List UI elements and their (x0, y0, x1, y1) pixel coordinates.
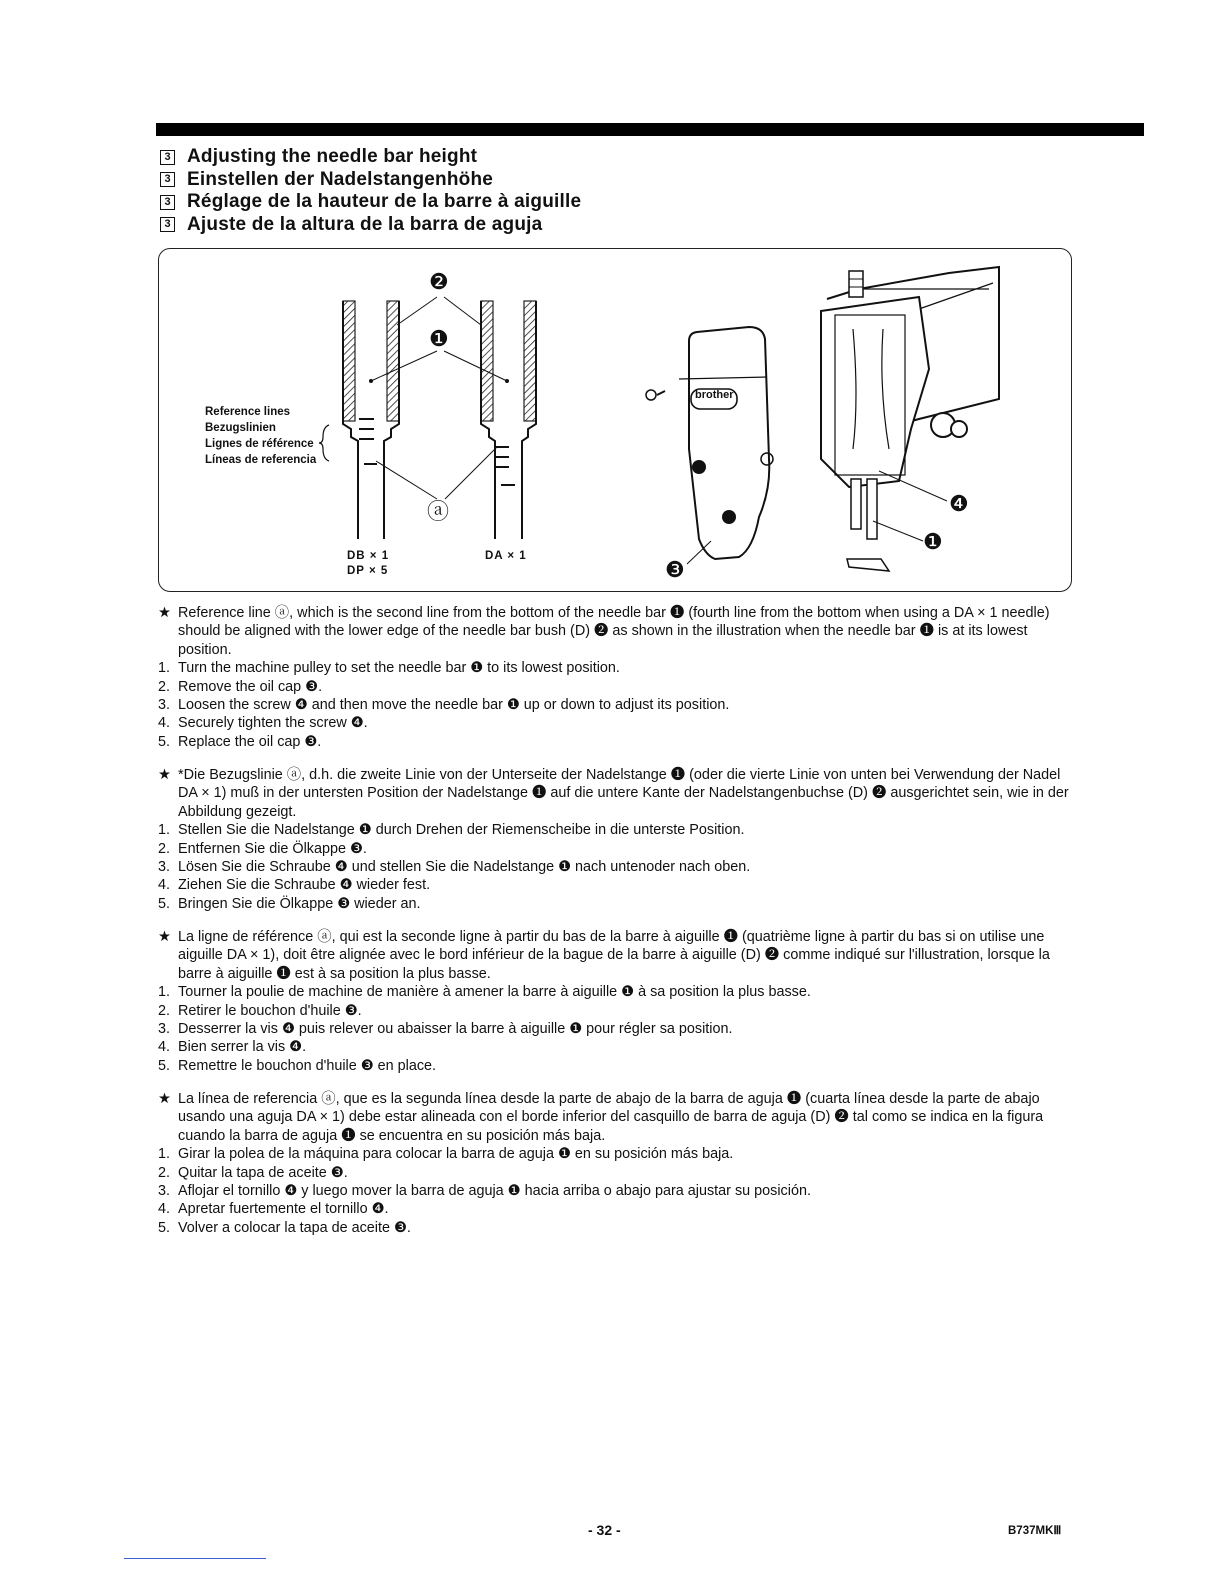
step: 1. Stellen Sie die Nadelstange ❶ durch Drehen der Riemenscheibe in die unterste Position. (158, 822, 745, 839)
star-note: ★ La línea de referencia ⓐ, que es la segunda línea desde la parte de abajo de la barra de aguja ❶ (cuarta línea desde la parte de abajo usando una aguja DA × 1) debe estar alineada con el borde inferior del casquillo de barra de aguja (D) ❷ tal como se indica en la figura cuando la barra de aguja ❶ se encuentra en su posición más baja. (158, 1091, 1044, 1144)
section-spanish (158, 1090, 1078, 1237)
step: 2. Quitar la tapa de aceite ❸. (158, 1164, 348, 1181)
step: 3. Loosen the screw ❹ and then move the needle bar ❶ up or down to adjust its position. (158, 697, 730, 714)
step: 4. Ziehen Sie die Schraube ❹ wieder fest. (158, 877, 431, 894)
document-code: B737MKⅢ (1008, 1525, 1062, 1537)
step: 2. Remove the oil cap ❸. (158, 678, 323, 695)
section-number-box: 3 (160, 217, 175, 232)
star-icon: ★ (158, 929, 171, 945)
step: 4. Apretar fuertemente el tornillo ❹. (158, 1201, 389, 1218)
section-german (158, 766, 1078, 913)
footer-divider (124, 1558, 266, 1559)
reference-lines-labels (205, 404, 316, 468)
title-es (160, 214, 581, 237)
star-icon: ★ (158, 605, 171, 621)
reference-a-symbol: ⓐ (427, 499, 450, 524)
section-number-box: 3 (160, 172, 175, 187)
ref-label-en: Reference lines (205, 406, 291, 418)
title-fr (160, 191, 581, 214)
machine-head-drawing (821, 267, 999, 571)
title-de (160, 169, 581, 192)
section-number-box: 3 (160, 150, 175, 165)
step: 2. Retirer le bouchon d'huile ❸. (158, 1002, 362, 1019)
section-number-box: 3 (160, 195, 175, 210)
section-french (158, 928, 1078, 1075)
step: 4. Bien serrer la vis ❹. (158, 1039, 307, 1056)
ref-label-es: Líneas de referencia (205, 454, 317, 466)
step: 1. Girar la polea de la máquina para colocar la barra de aguja ❶ en su posición más baja. (158, 1146, 734, 1163)
step: 5. Replace the oil cap ❸. (158, 733, 322, 750)
oil-cap-brand-logo: brother (695, 389, 734, 401)
star-note: ★ La ligne de référence ⓐ, qui est la seconde ligne à partir du bas de la barre à aiguille ❶ (quatrième ligne à partir du bas si on utilise une aiguille DA × 1), doit être alignée avec le bord inférieur de la bague de la barre à aiguille (D) ❷ comme indiqué sur l'illustration, lorsque la barre à aiguille ❶ est à sa position la plus basse. (158, 929, 1050, 982)
section-titles (160, 146, 581, 236)
step: 2. Entfernen Sie die Ölkappe ❸. (158, 840, 367, 857)
star-note: ★ Reference line ⓐ, which is the second line from the bottom of the needle bar ❶ (fourth line from the bottom when using a DA × 1 needle) should be aligned with the lower edge of the needle bar bush (D) ❷ as shown in the illustration when the needle bar ❶ is at its lowest position. (158, 605, 1050, 658)
callout-1b: ❶ (923, 529, 943, 554)
top-rule (156, 123, 1144, 136)
step: 1. Tourner la poulie de machine de manière à amener la barre à aiguille ❶ à sa position la plus basse. (158, 984, 811, 1001)
callout-2: ❷ (429, 269, 449, 294)
title-text: Adjusting the needle bar height (187, 146, 478, 168)
illustration-box (158, 248, 1072, 592)
step: 3. Lösen Sie die Schraube ❹ und stellen Sie die Nadelstange ❶ nach untenoder nach oben. (158, 859, 751, 876)
step: 5. Remettre le bouchon d'huile ❸ en place. (158, 1057, 437, 1074)
page-number: - 32 - (588, 1522, 621, 1538)
needle-type-right: DA × 1 (485, 550, 527, 562)
callout-1: ❶ (429, 326, 449, 351)
step: 5. Bringen Sie die Ölkappe ❸ wieder an. (158, 895, 421, 912)
star-icon: ★ (158, 767, 171, 783)
step: 1. Turn the machine pulley to set the needle bar ❶ to its lowest position. (158, 660, 620, 677)
callout-3: ❸ (665, 557, 685, 582)
needle-bar-right-diagram (481, 301, 536, 539)
step: 5. Volver a colocar la tapa de aceite ❸. (158, 1219, 411, 1236)
title-en (160, 146, 581, 169)
needle-type-left: DB × 1 DP × 5 (347, 550, 390, 577)
oil-cap-plate (646, 327, 773, 564)
callout-4: ❹ (949, 491, 969, 516)
ref-label-fr: Lignes de référence (205, 438, 314, 450)
star-note: ★ *Die Bezugslinie ⓐ, d.h. die zweite Linie von der Unterseite der Nadelstange ❶ (oder die vierte Linie von unten bei Verwendung der Nadel DA × 1) muß in der untersten Position der Nadelstange ❶ auf die untere Kante der Nadelstangenbuchse (D) ❷ ausgerichtet sein, wie in der Abbildung gezeigt. (158, 767, 1069, 820)
title-text: Réglage de la hauteur de la barre à aiguille (187, 191, 582, 213)
title-text: Einstellen der Nadelstangenhöhe (187, 168, 494, 190)
title-text: Ajuste de la altura de la barra de aguja (187, 213, 543, 235)
step: 4. Securely tighten the screw ❹. (158, 715, 368, 732)
ref-label-de: Bezugslinien (205, 422, 276, 434)
star-icon: ★ (158, 1091, 171, 1107)
needle-bar-left-diagram (343, 301, 399, 539)
step: 3. Desserrer la vis ❹ puis relever ou abaisser la barre à aiguille ❶ pour régler sa position. (158, 1021, 733, 1038)
step: 3. Aflojar el tornillo ❹ y luego mover la barra de aguja ❶ hacia arriba o abajo para ajustar su posición. (158, 1183, 811, 1200)
section-english (158, 604, 1078, 751)
